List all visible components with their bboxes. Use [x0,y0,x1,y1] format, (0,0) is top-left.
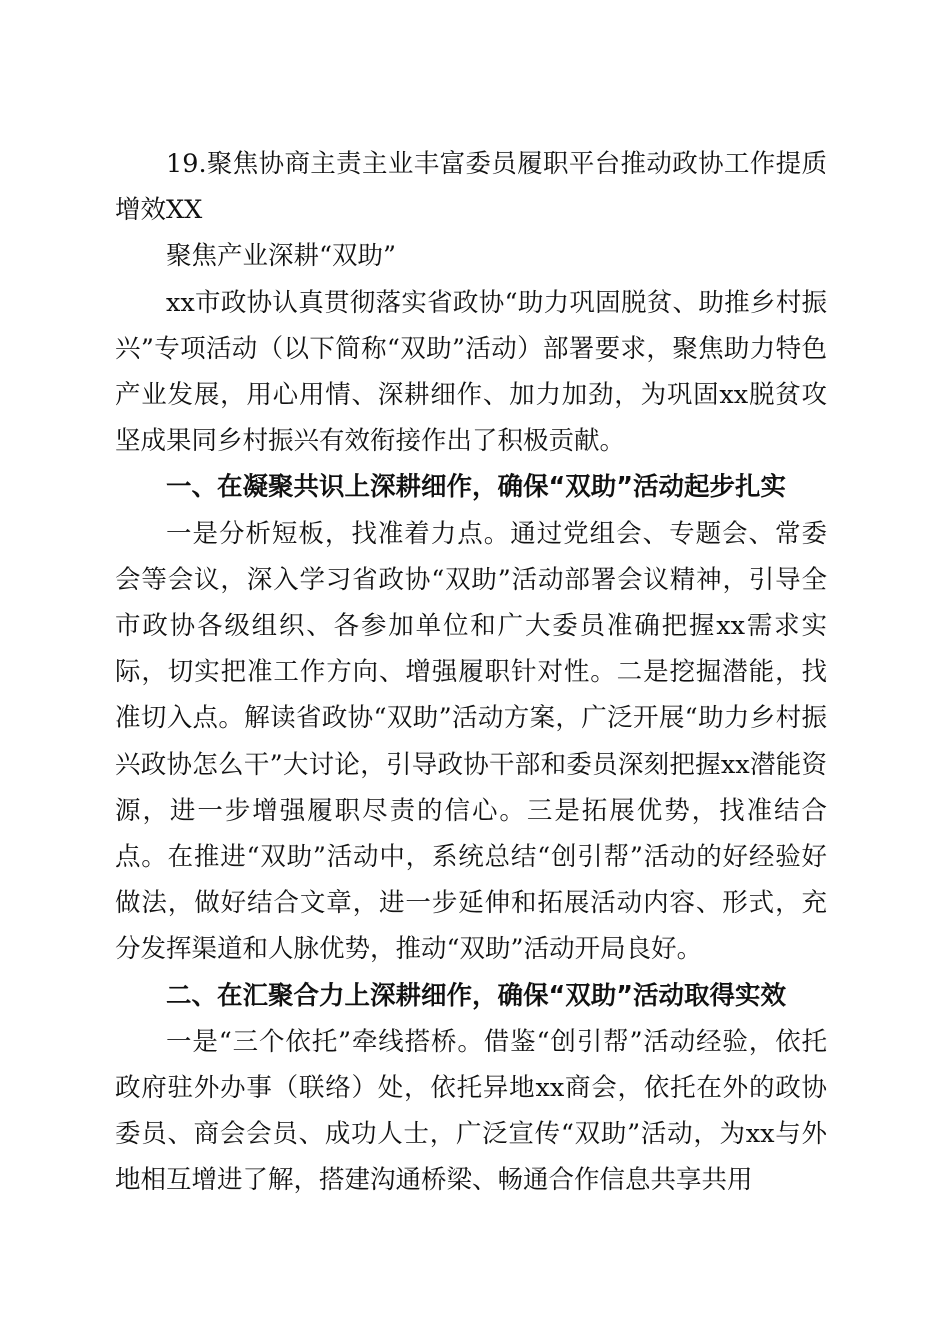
section-2-heading: 二、在汇聚合力上深耕细作，确保“双助”活动取得实效 [166,980,787,1011]
section-2-paragraph: 一是“三个依托”牵线搭桥。借鉴“创引帮”活动经验，依托政府驻外办事（联络）处，依托异地xx商会，依托在外的政协委员、商会会员、成功人士，广泛宣传“双助”活动，为xx与外地相互增进了解，搭建沟通桥梁、畅通合作信息共享共用 [115,1026,827,1196]
document-body [115,141,827,1204]
document-title: 19.聚焦协商主责主业丰富委员履职平台推动政协工作提质增效XX [115,149,827,226]
section-1-heading: 一、在凝聚共识上深耕细作，确保“双助”活动起步扎实 [166,472,787,503]
section-1-paragraph: 一是分析短板，找准着力点。通过党组会、专题会、常委会等会议，深入学习省政协“双助”活动部署会议精神，引导全市政协各级组织、各参加单位和广大委员准确把握xx需求实际，切实把准工作方向、增强履职针对性。二是挖掘潜能，找准切入点。解读省政协“双助”活动方案，广泛开展“助力乡村振兴政协怎么干”大讨论，引导政协干部和委员深刻把握xx潜能资源，进一步增强履职尽责的信心。三是拓展优势，找准结合点。在推进“双助”活动中，系统总结“创引帮”活动的好经验好做法，做好结合文章，进一步延伸和拓展活动内容、形式，充分发挥渠道和人脉优势，推动“双助”活动开局良好。 [115,518,827,965]
document-subtitle: 聚焦产业深耕“双助” [166,241,397,272]
intro-paragraph: xx市政协认真贯彻落实省政协“助力巩固脱贫、助推乡村振兴”专项活动（以下简称“双助”活动）部署要求，聚焦助力特色产业发展，用心用情、深耕细作、加力加劲，为巩固xx脱贫攻坚成果同乡村振兴有效衔接作出了积极贡献。 [115,287,827,457]
